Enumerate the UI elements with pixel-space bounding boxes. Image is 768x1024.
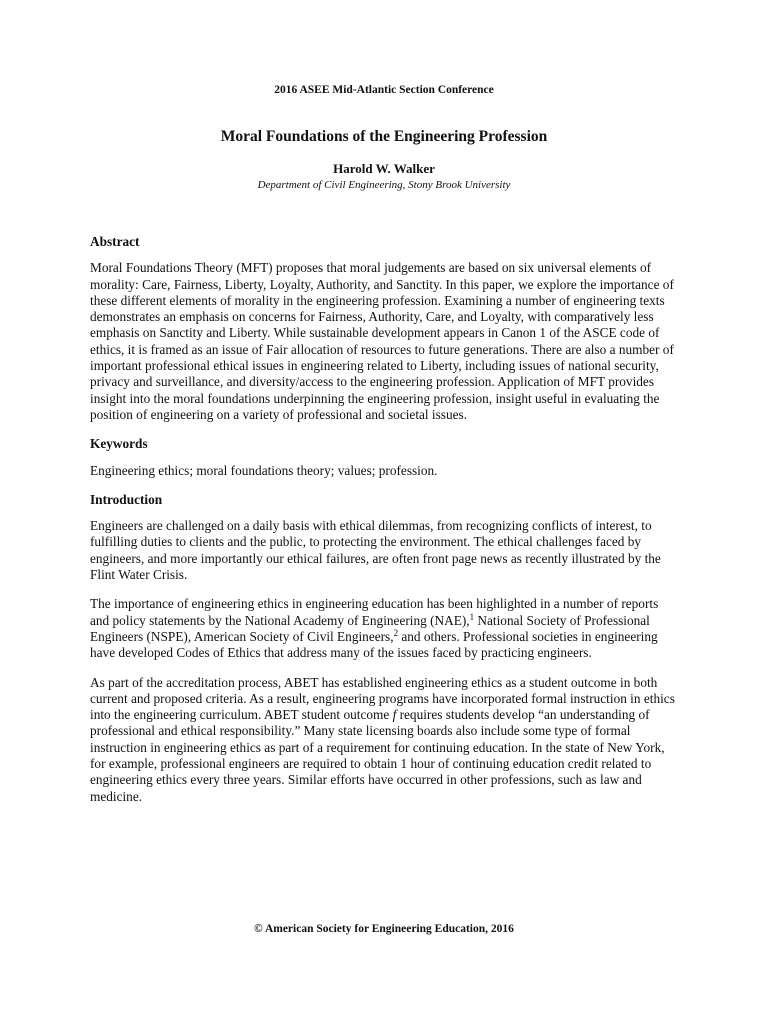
keywords-text: Engineering ethics; moral foundations theory; values; profession. [90, 462, 438, 478]
keywords-heading: Keywords [90, 436, 148, 452]
abstract-text: Moral Foundations Theory (MFT) proposes that moral judgements are based on six universal elements of morality: Care, Fairness, Liberty, Loyalty, Authority, and Sanctity. In this paper, we explore the importance of these different elements of morality in the engineering profession. Examining a number of engineering texts demonstrates an emphasis on concerns for Fairness, Authority, Care, and Loyalty, with comparatively less emphasis on Sanctity and Liberty. While sustainable development appears in Canon 1 of the ASCE code of ethics, it is framed as an issue of Fair allocation of resources to future generations. There are also a number of important professional ethical issues in engineering related to Liberty, including issues of national security, privacy and surveillance, and diversity/access to the engineering profession. Application of MFT provides insight into the moral foundations underpinning the engineering profession, insight useful in evaluating the position of engineering on a variety of professional and societal issues. [90, 260, 674, 422]
introduction-heading: Introduction [90, 491, 163, 507]
introduction-paragraph-3 [90, 675, 680, 805]
paper-title: Moral Foundations of the Engineering Profession [220, 128, 548, 145]
intro-p2-part-b: National Society of Professional Engineers (NSPE), American Society of Civil Engineers, [90, 612, 650, 644]
outcome-f-label: f [392, 707, 397, 723]
abstract-heading: Abstract [90, 234, 140, 249]
paper-body [90, 234, 680, 818]
reference-1: 1 [469, 611, 475, 622]
reference-2: 2 [393, 627, 399, 638]
intro-p2-part-a: The importance of engineering ethics in engineering education has been highlighted in a number of reports and policy statements by the National Academy of Engineering (NAE), [90, 596, 659, 628]
intro-p3-part-a: As part of the accreditation process, ABET has established engineering ethics as a student outcome in both current and proposed criteria. As a result, engineering programs have incorporated formal instruction in ethics into the engineering curriculum. ABET student outcome [90, 674, 675, 723]
copyright-footer: © American Society for Engineering Education, 2016 [254, 923, 514, 935]
intro-p2-part-c: and others. Professional societies in engineering have developed Codes of Ethics that address many of the issues faced by practicing engineers. [90, 628, 658, 661]
introduction-paragraph-1: Engineers are challenged on a daily basis with ethical dilemmas, from recognizing conflicts of interest, to fulfilling duties to clients and the public, to protecting the environment. The ethical challenges faced by engineers, and more importantly our ethical failures, are often front page news as recently illustrated by the Flint Water Crisis. [90, 518, 661, 583]
author-affiliation: Department of Civil Engineering, Stony Brook University [257, 179, 511, 191]
introduction-paragraph-2 [90, 596, 680, 661]
conference-header: 2016 ASEE Mid-Atlantic Section Conference [274, 84, 494, 96]
author-name: Harold W. Walker [333, 161, 435, 176]
intro-p3-part-b: requires students develop “an understanding of professional and ethical responsibility.” Many state licensing boards also include some type of formal instruction in engineering ethics as part of a requirement for continuing education. In the state of New York, for example, professional engineers are required to obtain 1 hour of continuing education credit related to engineering ethics every three years. Similar efforts have occurred in other professions, such as law and medicine. [90, 707, 665, 804]
